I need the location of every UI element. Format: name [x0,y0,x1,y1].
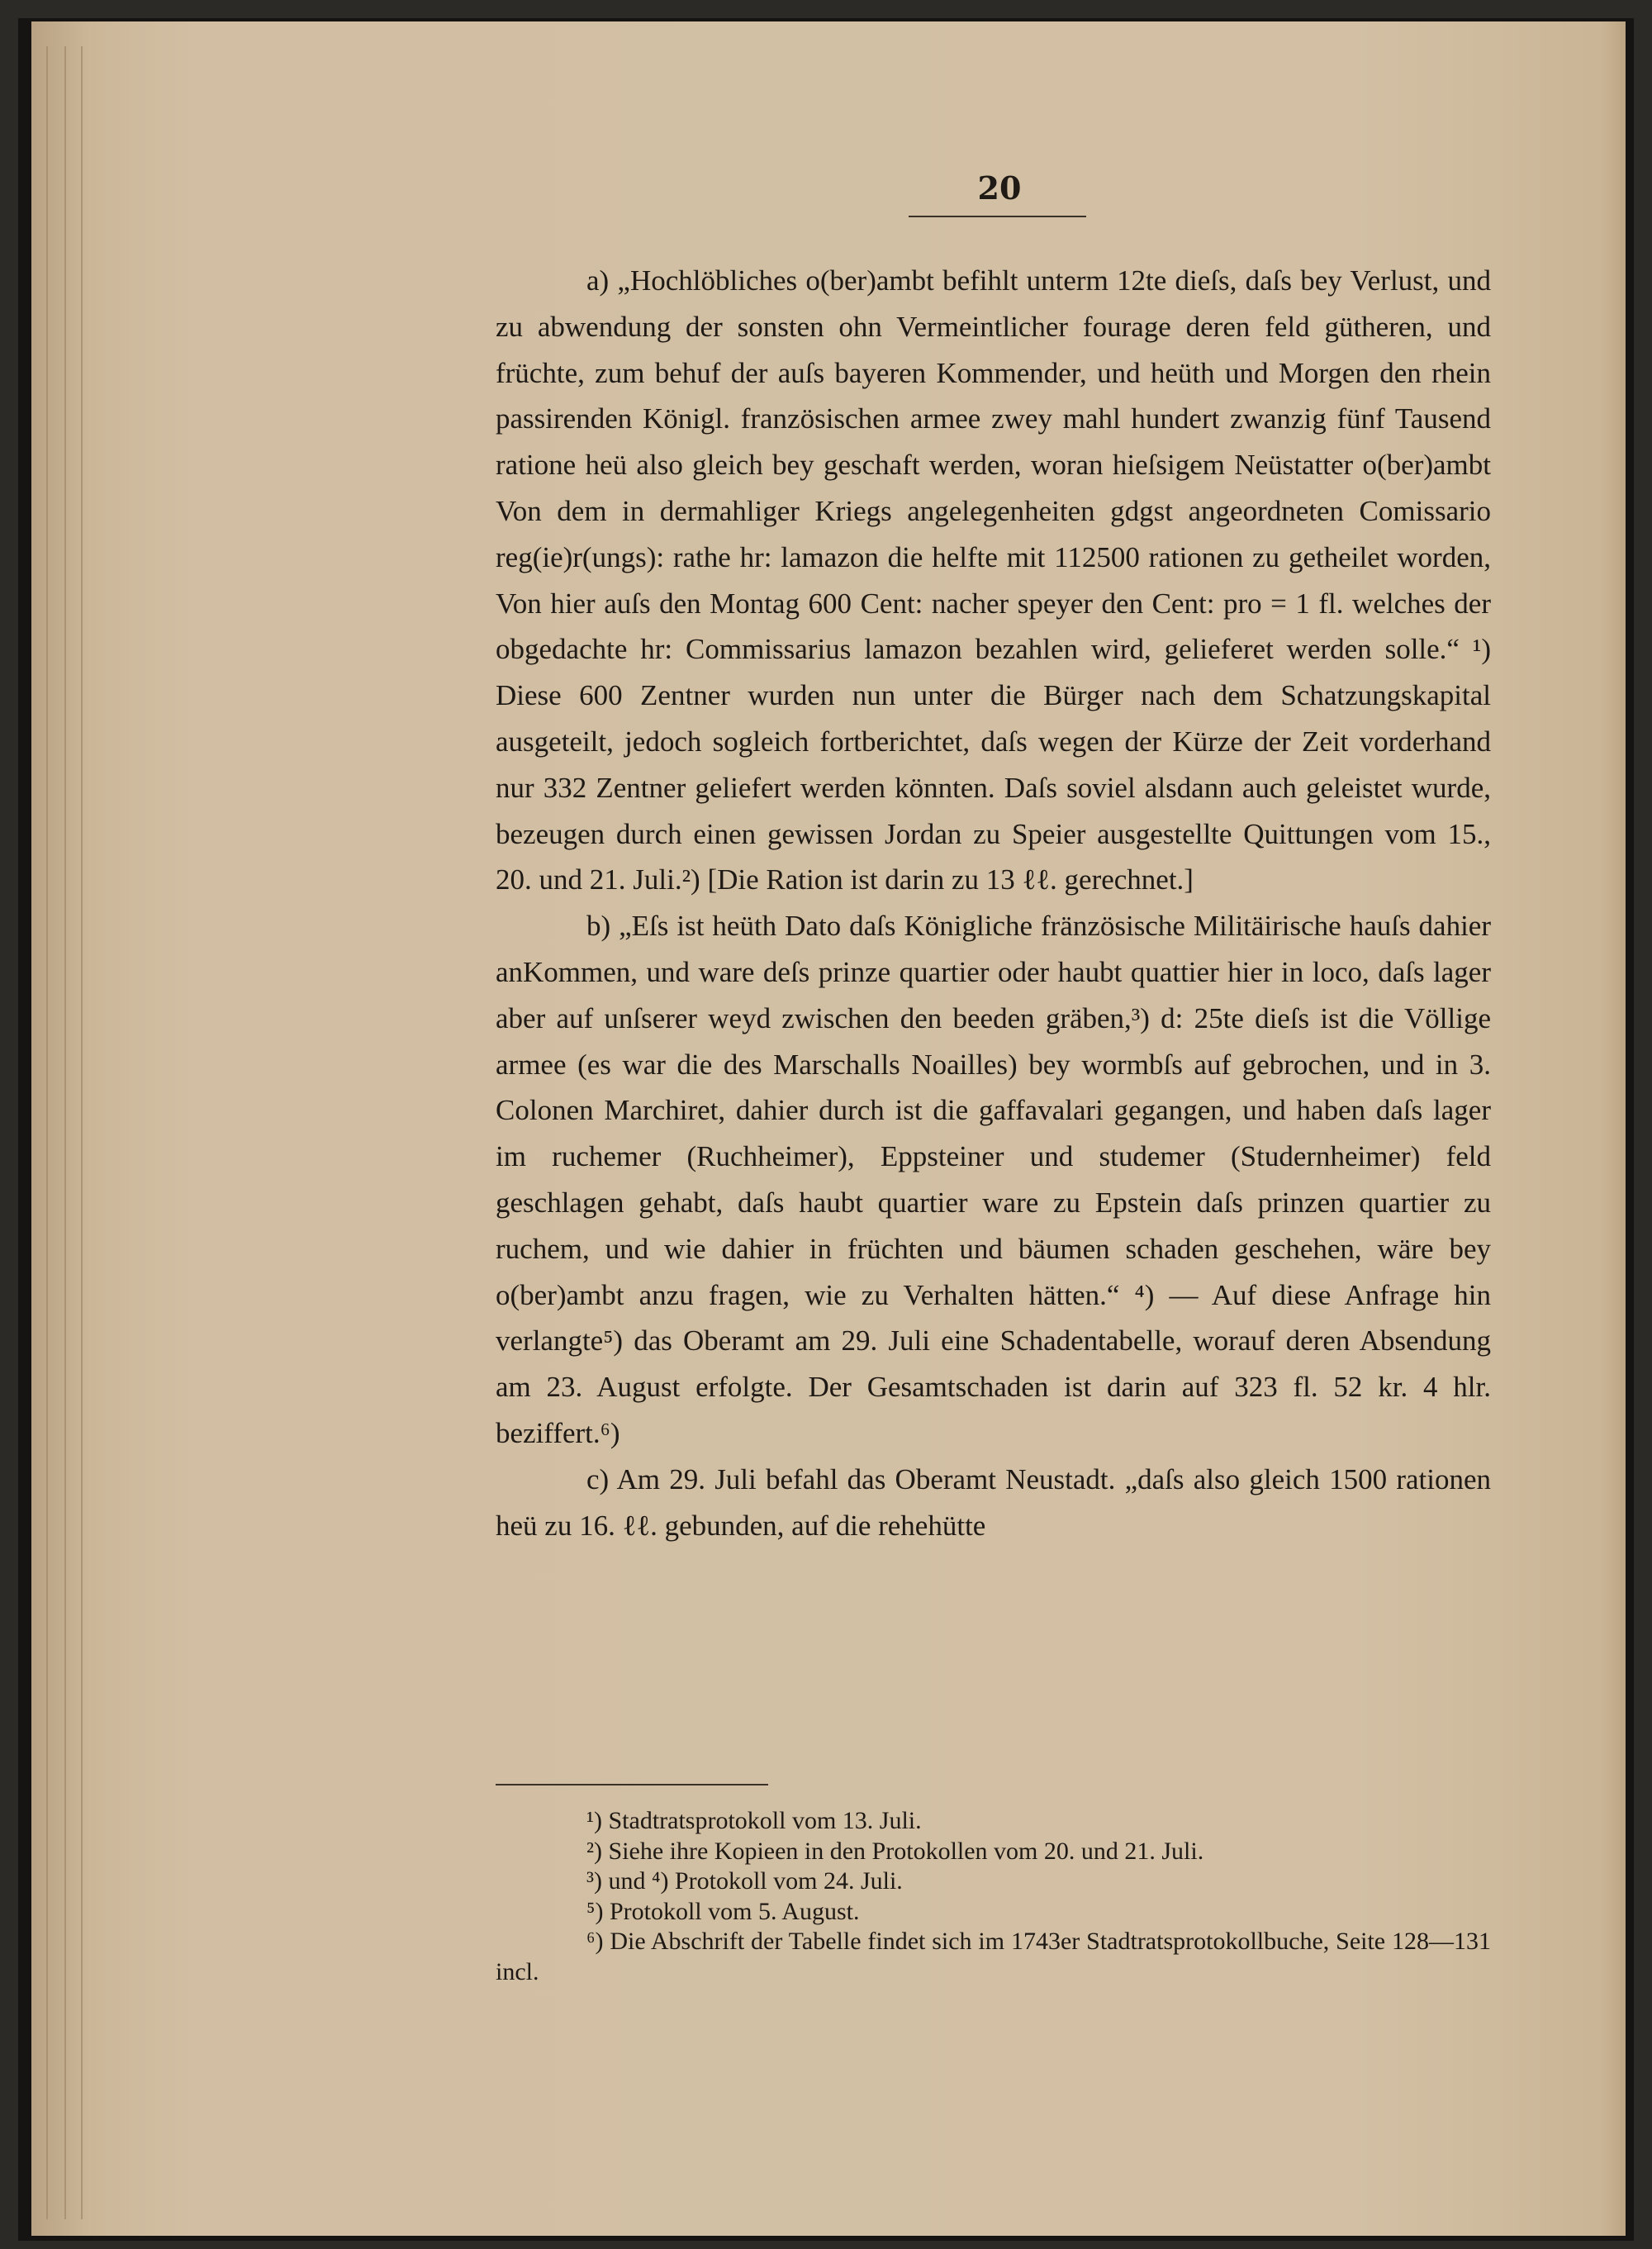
page-number: 20 [977,169,1022,207]
footnote-5: ⁵) Protokoll vom 5. August. [586,1897,860,1925]
body-text [496,258,1491,1548]
page-edge-line [64,46,66,2219]
footnote-2: ²) Siehe ihre Kopieen in den Protokollen vom 20. und 21. Juli. [586,1837,1204,1865]
paragraph-b: b) „Eſs ist heüth Dato daſs Königliche fränzösische Militäirische hauſs dahier anKommen, und ware deſs prinze quartier oder haubt quattier hier in loco, daſs lager aber auf unſserer weyd zwischen den beeden gräben,³) d: 25te dieſs ist die Völlige armee (es war die des Marschalls Noailles) bey wormbſs auf gebrochen, und in 3. Colonen Marchiret, dahier durch ist die gaffavalari gegangen, und haben daſs lager im ruchemer (Ruchheimer), Eppsteiner und studemer (Studernheimer) feld geschlagen gehabt, daſs haubt quartier ware zu Epstein daſs prinzen quartier zu ruchem, und wie dahier in früchten und bäumen schaden geschehen, wäre bey o(ber)ambt anzu fragen, wie zu Verhalten hätten.“ ⁴) — Auf diese Anfrage hin verlangte⁵) das Oberamt am 29. Juli eine Schadentabelle, worauf deren Absendung am 23. August erfolgte. Der Gesamtschaden ist darin auf 323 fl. 52 kr. 4 hlr. beziffert.⁶) [496,910,1491,1449]
footnote-3-4: ³) und ⁴) Protokoll vom 24. Juli. [586,1867,903,1895]
page-edge-line [46,46,48,2219]
footnote-rule [496,1784,768,1785]
paragraph-a: a) „Hochlöbliches o(ber)ambt befihlt unterm 12te dieſs, daſs bey Verlust, und zu abwendung der sonsten ohn Vermeintlicher fourage deren feld gütheren, und früchte, zum behuf der auſs bayeren Kommender, und heüth und Morgen den rhein passirenden Königl. französischen armee zwey mahl hundert zwanzig fünf Tausend ratione heü also gleich bey geschaft werden, woran hieſsigem Neüstatter o(ber)ambt Von dem in dermahliger Kriegs angelegenheiten gdgst angeordneten Comissario reg(ie)r(ungs): rathe hr: lamazon die helfte mit 112500 rationen zu getheilet worden, Von hier auſs den Montag 600 Cent: nacher speyer den Cent: pro = 1 fl. welches der obgedachte hr: Commissarius lamazon bezahlen wird, gelieferet werden solle.“ ¹) Diese 600 Zentner wurden nun unter die Bürger nach dem Schatzungskapital ausgeteilt, jedoch sogleich fortberichtet, daſs wegen der Kürze der Zeit vorderhand nur 332 Zentner geliefert werden könnten. Daſs soviel alsdann auch geleistet wurde, bezeugen durch einen gewissen Jordan zu Speier ausgestellte Quittungen vom 15., 20. und 21. Juli.²) [Die Ration ist darin zu 13 ℓℓ. gerechnet.] [496,264,1491,896]
paragraph-c: c) Am 29. Juli befahl das Oberamt Neustadt. „daſs also gleich 1500 rationen heü zu 16. ℓℓ. gebunden, auf die rehehütte [496,1462,1491,1542]
footnote-1: ¹) Stadtratsprotokoll vom 13. Juli. [586,1807,922,1834]
page-edge-line [81,46,83,2219]
footnote-6: ⁶) Die Abschrift der Tabelle findet sich im 1743er Stadtratsprotokollbuche, Seite 128—131 incl. [496,1928,1491,1985]
header-rule [909,216,1086,217]
footnotes [496,1806,1491,1987]
page-number-wrap [909,169,1090,207]
